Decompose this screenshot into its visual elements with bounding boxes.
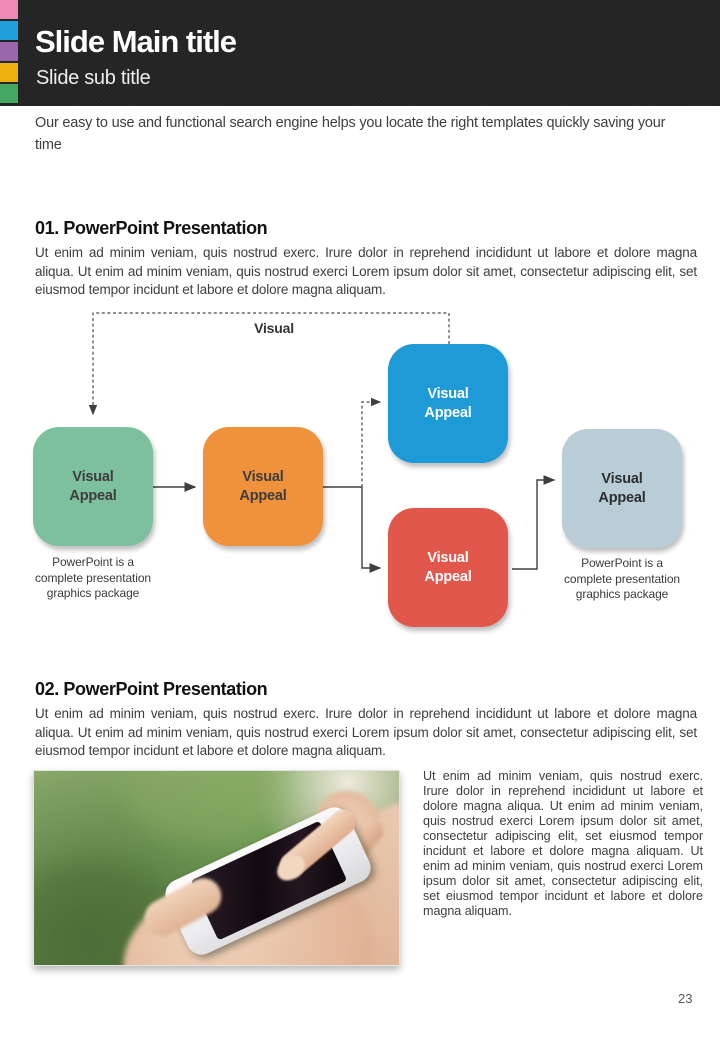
section-02-heading: 02. PowerPoint Presentation bbox=[35, 679, 268, 699]
diagram-box-label: Visual Appeal bbox=[69, 468, 117, 504]
page-subtitle: Slide sub title bbox=[36, 67, 151, 89]
accent-chip-purple bbox=[0, 42, 18, 61]
accent-chip-green bbox=[0, 84, 18, 103]
diagram-box-label: Visual Appeal bbox=[239, 468, 287, 504]
photo-grass-light-blob bbox=[124, 770, 284, 841]
accent-chip-strip bbox=[0, 0, 18, 105]
diagram-box-label: Visual Appeal bbox=[424, 549, 472, 585]
diagram-box-orange bbox=[203, 427, 323, 546]
slide-header bbox=[0, 0, 720, 106]
accent-chip-blue bbox=[0, 21, 18, 40]
caption-line: PowerPoint is a bbox=[581, 556, 663, 570]
page-title: Slide Main title bbox=[35, 24, 237, 59]
photo-smartphone-hands bbox=[33, 770, 400, 966]
accent-chip-pink bbox=[0, 0, 18, 19]
section-01-heading: 01. PowerPoint Presentation bbox=[35, 218, 268, 238]
caption-line: graphics package bbox=[46, 586, 140, 601]
accent-chip-yellow bbox=[0, 63, 18, 82]
section-02-body: Ut enim ad minim veniam, quis nostrud exerc. Irure dolor in reprehend incididunt ut labore et dolore magna aliqua. Ut enim ad minim veniam, quis nostrud exerci Lorem ipsum dolor sit amet, consectetur adipiscing elit, set eiusmod tempor incidunt et labore et dolore magna aliquam. bbox=[35, 706, 697, 759]
diagram-box-red bbox=[388, 508, 508, 627]
caption-line: complete presentation bbox=[35, 570, 151, 585]
caption-line: complete presentation bbox=[564, 571, 680, 586]
diagram-box-green bbox=[33, 427, 153, 546]
flow-label: Visual bbox=[254, 320, 294, 336]
diagram-box-slate bbox=[562, 429, 682, 548]
connector-to-red bbox=[362, 487, 380, 568]
connector-dashed-to-blue bbox=[362, 402, 380, 487]
diagram-box-blue bbox=[388, 344, 508, 463]
page-number: 23 bbox=[678, 991, 693, 1006]
section-02-side-text: Ut enim ad minim veniam, quis nostrud exerc. Irure dolor in reprehend incididunt ut labore et dolore magna aliqua. Ut enim ad minim veniam, quis nostrud exerci Lorem ipsum dolor sit amet, consectetur adipiscing elit, set eiusmod tempor incidunt et labore et dolore magna aliquam. Ut enim ad minim veniam, quis nostrud exerci Lorem ipsum dolor sit amet, consectetur adipiscing elit, set eiusmod tempor incidunt et labore et dolore magna aliquam. bbox=[423, 769, 703, 918]
flow-diagram bbox=[0, 310, 720, 650]
caption-line: PowerPoint is a bbox=[52, 555, 134, 569]
intro-text: Our easy to use and functional search engine helps you locate the right templates quickly saving your time bbox=[35, 115, 666, 154]
section-01-body: Ut enim ad minim veniam, quis nostrud exerc. Irure dolor in reprehend incididunt ut labore et dolore magna aliqua. Ut enim ad minim veniam, quis nostrud exerci Lorem ipsum dolor sit amet, consectetur adipiscing elit, set eiusmod tempor incidunt et labore et dolore magna aliquam. bbox=[35, 245, 697, 298]
caption-line: graphics package bbox=[575, 587, 669, 602]
diagram-caption-left bbox=[13, 555, 173, 602]
diagram-box-label: Visual Appeal bbox=[424, 385, 472, 421]
diagram-caption-right bbox=[542, 556, 702, 603]
diagram-box-label: Visual Appeal bbox=[598, 470, 646, 506]
